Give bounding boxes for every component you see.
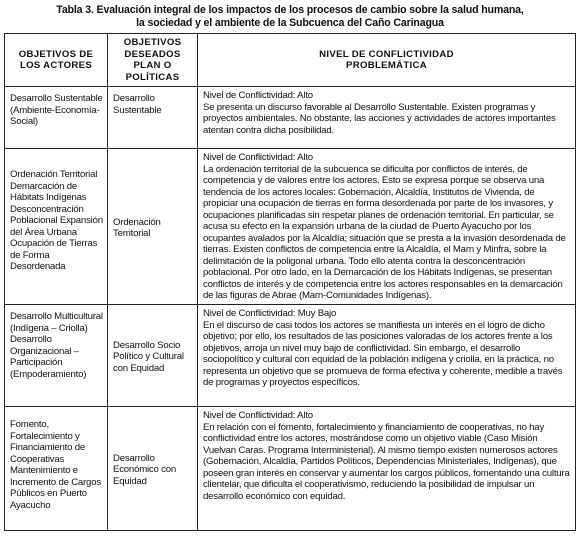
cell-deseado: Ordenación Territorial [108, 149, 198, 305]
nivel-conflictividad: Nivel de Conflictividad: Alto [203, 410, 313, 421]
header-objetivos-actores: OBJETIVOS DE LOS ACTORES [5, 34, 108, 87]
cell-problematica [198, 149, 576, 305]
table-row [5, 407, 576, 531]
nivel-conflictividad: Nivel de Conflictividad: Muy Bajo [203, 308, 337, 319]
cell-deseado: Desarrollo Socio Político y Cultural con Equidad [108, 305, 198, 407]
header-nivel: NIVEL DE CONFLICTIVIDAD [319, 48, 454, 60]
problematica-text: En el discurso de casi todos los actores se manifiesta un interés en el logro de dicho objetivo; por ello, los resultados de las posiciones valoradas de los actores frente a los objetivos, arroja un nivel muy bajo de conflictividad. Sin embargo, el desarrollo sociopolítico y cultural con equidad de la población indígena y criolla, en la práctica, no representa un objetivo que se promueva de forma efectiva y coherente, medible a través de programas y proyectos específicos. [203, 319, 563, 388]
caption-line-1: Tabla 3. Evaluación integral de los impactos de los procesos de cambio sobre la salud humana, [56, 4, 524, 16]
table-caption [4, 4, 576, 29]
cell-objetivo: Desarrollo Multicultural (Indígena – Criolla) Desarrollo Organizacional – Participación (Empoderamiento) [5, 305, 108, 407]
header-row [5, 34, 576, 87]
cell-problematica [198, 87, 576, 149]
nivel-conflictividad: Nivel de Conflictividad: Alto [203, 152, 313, 163]
problematica-text: Se presenta un discurso favorable al Desarrollo Sustentable. Existen programas y proyectos ambientales. No obstante, las acciones y actividades de actores importantes atentan contra dicha posibilidad. [203, 101, 556, 136]
cell-problematica [198, 305, 576, 407]
header-objetivos-deseados: OBJETIVOS DESEADOS PLAN O POLÍTICAS [108, 34, 198, 87]
problematica-text: En relación con el fomento, fortalecimiento y financiamiento de cooperativas, no hay conflictividad entre los actores, mostrándose como un objetivo viable (Caso Misión Vuelvan Caras. Programa Interministerial). Al mismo tiempo existen numerosos actores (Gobernación, Alcaldía, Partidos Políticos, Dependencias Ministeriales, Indígenas), que poseen gran interés en conservar y aumentar los cargos públicos, fomentando una cultura clientelar, que dificulta el cooperativismo, reduciendo la posibilidad de impulsar un desarrollo económico con equidad. [203, 421, 570, 502]
cell-deseado: Desarrollo Sustentable [108, 87, 198, 149]
table-row [5, 87, 576, 149]
cell-problematica [198, 407, 576, 531]
cell-objetivo: Desarrollo Sustentable (Ambiente-Economía-Social) [5, 87, 108, 149]
problematica-text: La ordenación territorial de la subcuenca se dificulta por conflictos de interés, de competencia y de valores entre los actores. Esto se expresa porque se observa una tendencia de los actores locales: Gobernación, Alcaldía, Institutos de Vivienda, de propiciar una ocupación de tierras en forma desordenada por parte de los invasores, y ocupaciones planificadas sin respetar planes de ordenación territorial. En particular, se acusa su efecto en la expansión urbana de la ciudad de Puerto Ayacucho por los ocupantes avalados por la Alcaldía; situación que se presta a la invasión desordenada de tierras. Existen conflictos de competencia entre la Alcaldía, el Marn y Minfra, sobre la delimitación de la poligonal urbana. Todo ello atenta contra la desconcentración poblacional. Por otro lado, en la Demarcación de los Hábitats Indígenas, se presentan conflictos de interés y de competencia entre los actores responsables en la demarcación de las figuras de Abrae (Marn-Comunidades Indígenas). [203, 163, 566, 301]
nivel-conflictividad: Nivel de Conflictividad: Alto [203, 90, 313, 101]
table-row [5, 305, 576, 407]
conflict-evaluation-table [4, 33, 576, 531]
header-problematica: PROBLEMÁTICA [346, 60, 427, 71]
header-nivel-problematica [198, 34, 576, 87]
cell-deseado: Desarrollo Económico con Equidad [108, 407, 198, 531]
cell-objetivo: Fomento, Fortalecimiento y Financiamiento de Cooperativas Mantenimiento e Incremento de Cargos Públicos en Puerto Ayacucho [5, 407, 108, 531]
caption-line-2: la sociedad y el ambiente de la Subcuenca del Caño Carinagua [136, 16, 444, 29]
cell-objetivo: Ordenación Territorial Demarcación de Hábitats Indígenas Desconcentración Poblacional Expansión del Área Urbana Ocupación de Tierras de Forma Desordenada [5, 149, 108, 305]
table-row [5, 149, 576, 305]
